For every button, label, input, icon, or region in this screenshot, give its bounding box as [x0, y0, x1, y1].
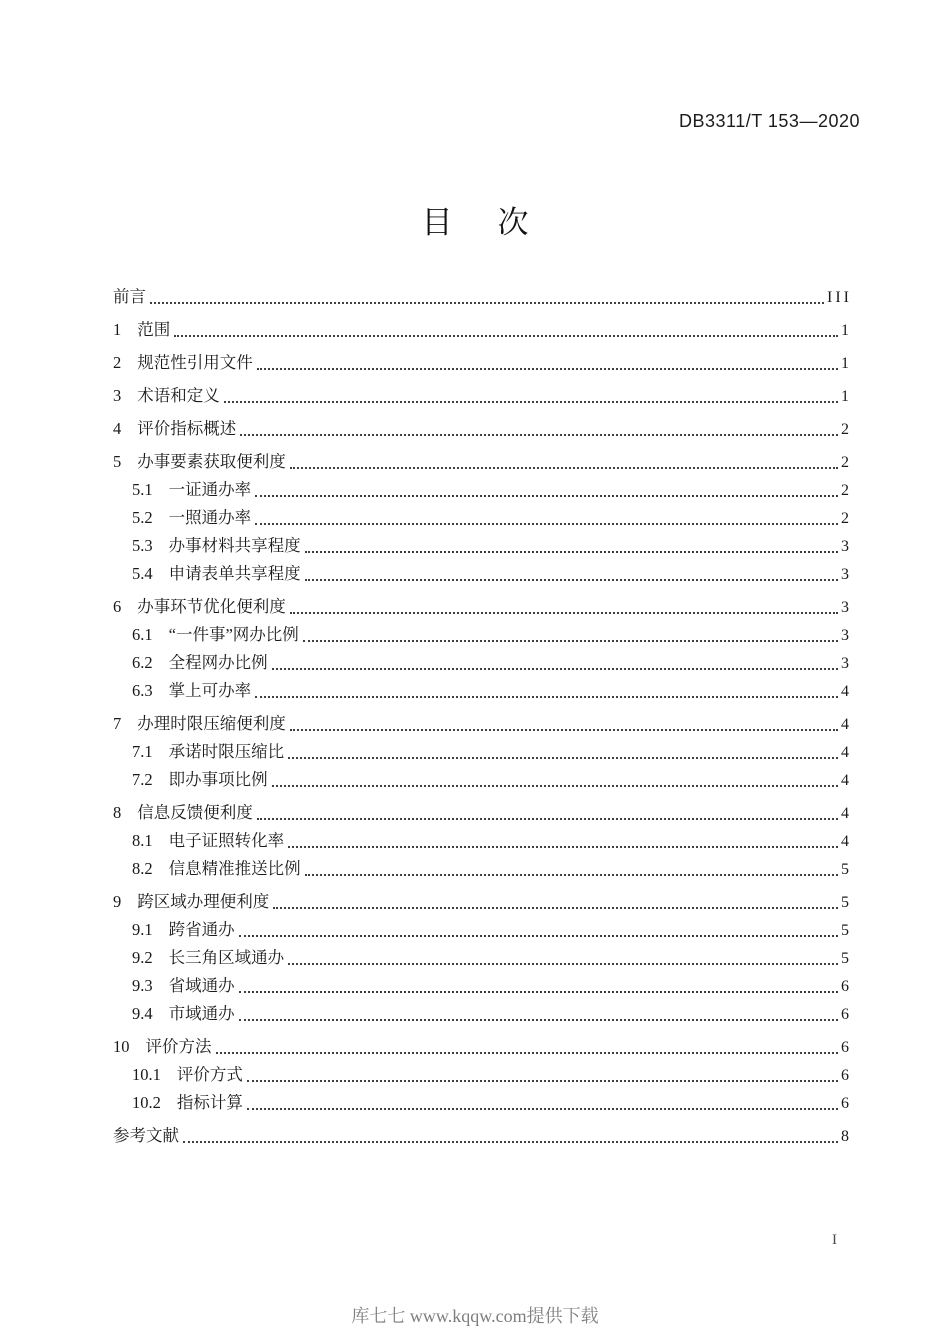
toc-entry-page: 6: [841, 1067, 849, 1084]
toc-entry-title: 办事材料共享程度: [168, 536, 301, 555]
dot-leader: [290, 729, 838, 731]
toc-entry-title: 信息精准推送比例: [168, 859, 301, 878]
toc-entry-page: 4: [841, 805, 849, 822]
toc-entry-page: 4: [841, 772, 849, 789]
toc-entry-title: 前言: [113, 287, 146, 306]
toc-entry: [113, 949, 849, 967]
toc-entry-title: 办理时限压缩便利度: [137, 714, 286, 733]
toc-entry: [113, 387, 849, 405]
dot-leader: [224, 401, 838, 403]
toc-entry-page: 3: [841, 599, 849, 616]
toc-entry-number: 2: [113, 353, 122, 372]
dot-leader: [240, 434, 838, 436]
toc-entry: [113, 287, 852, 306]
toc-entry-page: 1: [841, 355, 849, 372]
toc-entry: [113, 715, 849, 733]
toc-entry: [113, 771, 849, 789]
toc-entry-title: 评价指标概述: [137, 419, 237, 438]
dot-leader: [150, 302, 824, 304]
toc-entry-number: 3: [113, 386, 122, 405]
toc-entry-title: 评价方式: [176, 1065, 243, 1084]
toc-entry-title: 申请表单共享程度: [168, 564, 301, 583]
toc-entry-number: 8.2: [132, 859, 153, 878]
toc-entry: [113, 1094, 849, 1112]
toc-entry-page: 4: [841, 683, 849, 700]
toc-entry: [113, 1038, 849, 1056]
toc-entry-number: 8: [113, 803, 122, 822]
toc-entry: [113, 598, 849, 616]
dot-leader: [247, 1108, 838, 1110]
dot-leader: [255, 495, 838, 497]
toc-entry-page: 3: [841, 538, 849, 555]
toc-entry: [113, 654, 849, 672]
toc-entry-number: 6.3: [132, 681, 153, 700]
toc-entry: [113, 1005, 849, 1023]
toc-entry-page: 4: [841, 744, 849, 761]
toc-entry-page: 6: [841, 1039, 849, 1056]
dot-leader: [239, 991, 838, 993]
toc-entry-page: 5: [841, 950, 849, 967]
toc-entry-page: 1: [841, 388, 849, 405]
toc-entry-number: 9.2: [132, 948, 153, 967]
toc-entry-page: 5: [841, 861, 849, 878]
toc-entry-number: 1: [113, 320, 122, 339]
toc-entry: [113, 977, 849, 995]
toc-entry-page: 8: [841, 1128, 849, 1145]
toc-entry-number: 9.1: [132, 920, 153, 939]
dot-leader: [288, 963, 838, 965]
toc-entry-number: 9: [113, 892, 122, 911]
toc-entry-number: 5: [113, 452, 122, 471]
toc-entry-number: 5.2: [132, 508, 153, 527]
toc-entry-title: 电子证照转化率: [168, 831, 285, 850]
toc-entry-title: 参考文献: [113, 1126, 179, 1145]
toc-entry-title: 长三角区域通办: [168, 948, 285, 967]
toc-entry-page: 3: [841, 566, 849, 583]
dot-leader: [247, 1080, 838, 1082]
toc-entry-number: 7: [113, 714, 122, 733]
toc-entry-number: 5.3: [132, 536, 153, 555]
standard-number: DB3311/T 153—2020: [679, 111, 860, 131]
toc-entry-number: 10.2: [132, 1093, 161, 1112]
dot-leader: [305, 874, 838, 876]
dot-leader: [272, 785, 838, 787]
toc-entry-number: 6.2: [132, 653, 153, 672]
toc-entry-number: 9.3: [132, 976, 153, 995]
toc-entry: [113, 453, 849, 471]
toc-entry-page: 2: [841, 454, 849, 471]
dot-leader: [216, 1052, 839, 1054]
toc-entry-page: 2: [841, 482, 849, 499]
table-of-contents: [113, 287, 852, 1145]
toc-entry-number: 8.1: [132, 831, 153, 850]
dot-leader: [288, 757, 838, 759]
toc-entry: [113, 321, 849, 339]
toc-entry-page: 6: [841, 1095, 849, 1112]
toc-entry-title: 评价方法: [145, 1037, 212, 1056]
toc-entry-number: 9.4: [132, 1004, 153, 1023]
toc-entry-page: 4: [841, 833, 849, 850]
toc-entry-page: 2: [841, 421, 849, 438]
dot-leader: [257, 368, 838, 370]
toc-entry-title: 术语和定义: [137, 386, 220, 405]
toc-entry-title: 规范性引用文件: [137, 353, 253, 372]
title-char-2: 次: [497, 205, 529, 240]
watermark-text: 库七七 www.kqqw.com提供下载: [351, 1306, 599, 1326]
toc-entry: [113, 420, 849, 438]
toc-entry: [113, 743, 849, 761]
toc-entry-number: 6.1: [132, 625, 153, 644]
toc-entry-number: 6: [113, 597, 122, 616]
dot-leader: [273, 907, 838, 909]
toc-entry: [113, 537, 849, 555]
dot-leader: [305, 551, 838, 553]
dot-leader: [239, 1019, 838, 1021]
toc-entry-title: 掌上可办率: [168, 681, 252, 700]
dot-leader: [183, 1141, 838, 1143]
dot-leader: [290, 612, 838, 614]
toc-entry: [113, 1127, 849, 1145]
dot-leader: [257, 818, 838, 820]
folio-page-number: I: [832, 1232, 837, 1248]
dot-leader: [239, 935, 838, 937]
toc-entry-number: 10: [113, 1037, 130, 1056]
toc-entry: [113, 354, 849, 372]
toc-entry: [113, 682, 849, 700]
toc-entry: [113, 804, 849, 822]
toc-entry-title: 跨省通办: [168, 920, 235, 939]
toc-entry-page: 1: [841, 322, 849, 339]
toc-entry: [113, 921, 849, 939]
toc-entry-title: 范围: [137, 320, 171, 339]
toc-entry-title: 跨区域办理便利度: [137, 892, 270, 911]
toc-entry-page: 2: [841, 510, 849, 527]
toc-entry: [113, 626, 849, 644]
toc-entry-number: 7.2: [132, 770, 153, 789]
dot-leader: [255, 523, 838, 525]
dot-leader: [290, 467, 838, 469]
toc-entry-title: 即办事项比例: [168, 770, 268, 789]
toc-entry-page: III: [827, 289, 852, 306]
toc-entry-page: 5: [841, 922, 849, 939]
toc-entry-number: 7.1: [132, 742, 153, 761]
page-title: [0, 205, 950, 241]
dot-leader: [288, 846, 838, 848]
toc-entry-page: 4: [841, 716, 849, 733]
toc-entry: [113, 860, 849, 878]
toc-entry-page: 3: [841, 627, 849, 644]
toc-entry: [113, 509, 849, 527]
toc-entry-page: 5: [841, 894, 849, 911]
toc-entry: [113, 565, 849, 583]
toc-entry-page: 6: [841, 1006, 849, 1023]
dot-leader: [174, 335, 838, 337]
toc-entry-title: 指标计算: [176, 1093, 243, 1112]
toc-entry: [113, 481, 849, 499]
toc-entry-page: 3: [841, 655, 849, 672]
dot-leader: [255, 696, 838, 698]
toc-entry: [113, 893, 849, 911]
toc-entry-title: 信息反馈便利度: [137, 803, 253, 822]
dot-leader: [303, 640, 838, 642]
toc-entry-title: 全程网办比例: [168, 653, 268, 672]
toc-entry-title: 一证通办率: [168, 480, 252, 499]
toc-entry-number: 5.4: [132, 564, 153, 583]
toc-entry-number: 4: [113, 419, 122, 438]
dot-leader: [305, 579, 838, 581]
toc-entry-title: 办事环节优化便利度: [137, 597, 286, 616]
toc-entry: [113, 1066, 849, 1084]
toc-entry-page: 6: [841, 978, 849, 995]
toc-entry-title: 市域通办: [168, 1004, 235, 1023]
dot-leader: [272, 668, 838, 670]
toc-entry-number: 5.1: [132, 480, 153, 499]
toc-entry-title: 承诺时限压缩比: [168, 742, 285, 761]
toc-entry-title: 一照通办率: [168, 508, 252, 527]
toc-entry: [113, 832, 849, 850]
toc-entry-number: 10.1: [132, 1065, 161, 1084]
toc-entry-title: “一件事”网办比例: [168, 625, 299, 644]
title-char-1: 目: [421, 205, 453, 240]
toc-entry-title: 省域通办: [168, 976, 235, 995]
toc-entry-title: 办事要素获取便利度: [137, 452, 286, 471]
